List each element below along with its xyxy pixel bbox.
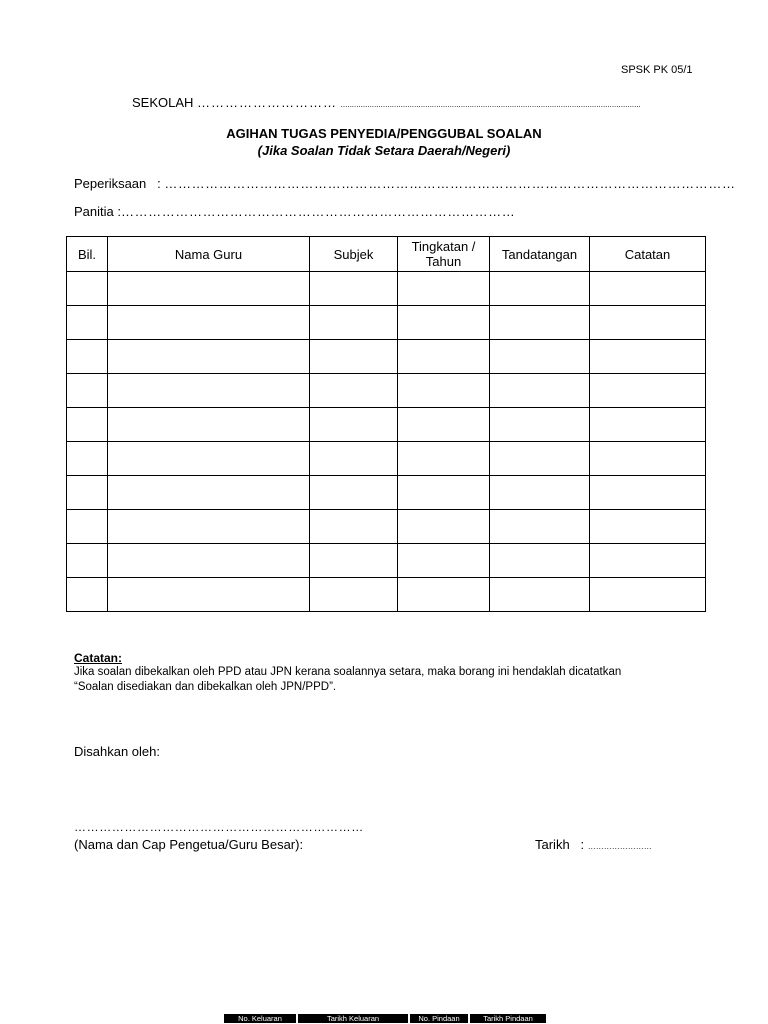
form-code: SPSK PK 05/1 [621,64,693,76]
table-cell[interactable] [398,476,490,510]
table-cell[interactable] [490,374,590,408]
header-bil: Bil. [67,237,108,272]
table-header-row [67,237,706,272]
table-cell[interactable] [108,578,310,612]
table-cell[interactable] [108,544,310,578]
panel-dots: …………………………………………………………………………… [120,204,516,219]
page-subtitle: (Jika Soalan Tidak Setara Daerah/Negeri) [257,143,511,158]
table-cell[interactable] [398,442,490,476]
date-dots: …………………… [587,842,652,851]
table-cell[interactable] [310,544,398,578]
date-label: Tarikh [535,837,570,852]
table-cell[interactable] [490,442,590,476]
table-cell[interactable] [108,442,310,476]
approved-by-label: Disahkan oleh: [74,744,160,759]
header-nama-guru: Nama Guru [108,237,310,272]
table-cell[interactable] [108,510,310,544]
date-separator: : [580,837,585,852]
header-tingkatan: Tingkatan / Tahun [398,237,490,272]
notes-line: Jika soalan dibekalkan oleh PPD atau JPN kerana soalannya setara, maka borang ini hendaklah dicatatkan [74,666,622,678]
table-row [67,578,706,612]
table-cell[interactable] [67,476,108,510]
signature-name-label: (Nama dan Cap Pengetua/Guru Besar): [74,837,304,852]
table-cell[interactable] [310,340,398,374]
table-cell[interactable] [590,510,706,544]
school-dots-extended: ....................................................................................................................................... [340,100,641,109]
table-cell[interactable] [590,306,706,340]
table-cell[interactable] [490,340,590,374]
table-cell[interactable] [310,306,398,340]
table-cell[interactable] [590,272,706,306]
table-cell[interactable] [108,340,310,374]
table-row [67,476,706,510]
table-body [67,272,706,612]
school-field [132,95,641,110]
table-row [67,374,706,408]
table-cell[interactable] [490,408,590,442]
table-cell[interactable] [398,306,490,340]
table-cell[interactable] [490,544,590,578]
table-row [67,340,706,374]
table-cell[interactable] [490,510,590,544]
table-cell[interactable] [310,578,398,612]
table-cell[interactable] [67,442,108,476]
table-cell[interactable] [398,578,490,612]
table-cell[interactable] [310,374,398,408]
footer-revision-bar [224,1014,548,1023]
table-cell[interactable] [398,340,490,374]
table-cell[interactable] [108,306,310,340]
table-cell[interactable] [590,578,706,612]
notes-heading: Catatan: [74,651,123,665]
table-cell[interactable] [310,272,398,306]
notes-text [74,665,734,695]
exam-dots: ……………………………………………………………………………………………………………… [164,176,736,191]
table-row [67,408,706,442]
panel-label: Panitia : [74,204,121,219]
table-cell[interactable] [398,510,490,544]
table-row [67,442,706,476]
signature-dots: …………………………………………………………… [74,820,364,834]
date-field [535,837,652,852]
table-cell[interactable] [398,374,490,408]
exam-label: Peperiksaan [74,176,147,191]
table-cell[interactable] [490,476,590,510]
table-cell[interactable] [67,272,108,306]
table-cell[interactable] [108,374,310,408]
table-cell[interactable] [67,306,108,340]
page-title: AGIHAN TUGAS PENYEDIA/PENGGUBAL SOALAN [226,126,542,141]
header-catatan: Catatan [590,237,706,272]
table-cell[interactable] [310,476,398,510]
table-cell[interactable] [590,476,706,510]
table-cell[interactable] [108,408,310,442]
table-cell[interactable] [590,544,706,578]
table-cell[interactable] [108,476,310,510]
table-cell[interactable] [398,272,490,306]
table-cell[interactable] [490,306,590,340]
table-cell[interactable] [67,408,108,442]
table-cell[interactable] [590,374,706,408]
table-cell[interactable] [108,272,310,306]
panel-field [74,204,515,219]
table-cell[interactable] [310,510,398,544]
footer-issue-date: Tarikh Keluaran [298,1014,408,1023]
footer-amend-date: Tarikh Pindaan [470,1014,546,1023]
table-cell[interactable] [490,578,590,612]
table-row [67,544,706,578]
table-row [67,306,706,340]
table-cell[interactable] [590,408,706,442]
table-cell[interactable] [67,510,108,544]
table-row [67,510,706,544]
table-cell[interactable] [398,544,490,578]
table-cell[interactable] [67,578,108,612]
table-cell[interactable] [67,374,108,408]
school-dots: ………………………… [197,95,338,110]
header-subjek: Subjek [310,237,398,272]
table-cell[interactable] [310,442,398,476]
exam-separator: : [157,176,161,191]
table-cell[interactable] [590,340,706,374]
table-cell[interactable] [67,544,108,578]
school-label: SEKOLAH [132,95,194,110]
header-tandatangan: Tandatangan [490,237,590,272]
table-cell[interactable] [398,408,490,442]
table-cell[interactable] [490,272,590,306]
exam-field [74,176,736,191]
assignment-table [66,236,706,612]
table-cell[interactable] [590,442,706,476]
table-cell[interactable] [310,408,398,442]
table-cell[interactable] [67,340,108,374]
table-row [67,272,706,306]
notes-line: “Soalan disediakan dan dibekalkan oleh JPN/PPD”. [74,681,337,693]
footer-issue-no: No. Keluaran [224,1014,296,1023]
footer-amend-no: No. Pindaan [410,1014,468,1023]
